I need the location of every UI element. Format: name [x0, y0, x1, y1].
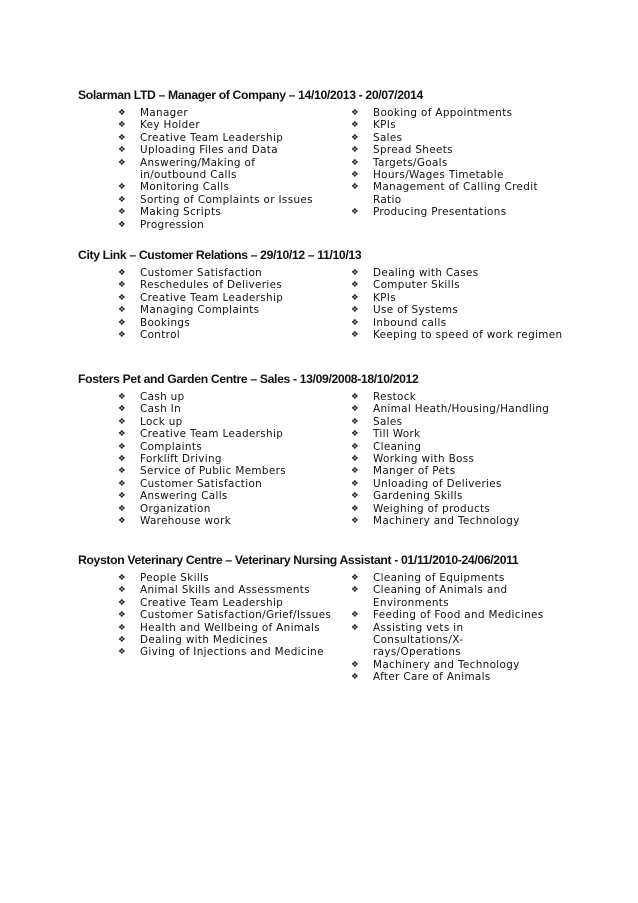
skill-text: Answering Calls: [140, 490, 228, 503]
skills-list-left: [118, 572, 332, 659]
skill-text: Assisting vets in Consultations/X-rays/Operations: [373, 621, 464, 659]
diamond-bullet-icon: ❖: [351, 292, 359, 303]
diamond-bullet-icon: ❖: [351, 622, 359, 633]
diamond-bullet-icon: ❖: [118, 429, 126, 440]
skill-text: Progression: [140, 218, 205, 231]
skill-text: Use of Systems: [373, 304, 459, 317]
skill-text: Control: [140, 329, 181, 342]
diamond-bullet-icon: ❖: [118, 219, 126, 230]
skill-list-item: [118, 279, 328, 291]
skill-text: Manager: [140, 107, 188, 119]
skill-text: Service of Public Members: [140, 465, 286, 478]
skill-list-item: [351, 317, 551, 329]
skill-text: KPIs: [373, 291, 396, 304]
diamond-bullet-icon: ❖: [351, 466, 359, 477]
skill-text: Creative Team Leadership: [140, 428, 284, 441]
skill-list-item: [351, 403, 551, 415]
diamond-bullet-icon: ❖: [118, 145, 126, 156]
diamond-bullet-icon: ❖: [118, 317, 126, 328]
skill-list-item: [118, 206, 328, 218]
skill-text: Restock: [373, 391, 417, 403]
skill-list-item: [351, 267, 551, 279]
skill-text: Customer Satisfaction: [140, 267, 263, 279]
diamond-bullet-icon: ❖: [351, 659, 359, 670]
skill-list-item: [351, 453, 551, 465]
skill-list-item: [118, 304, 328, 316]
skill-list-item: [351, 206, 551, 218]
skill-list-item: [351, 671, 551, 683]
skill-text: Making Scripts: [140, 206, 222, 219]
skill-list-item: [351, 329, 563, 342]
skills-list-right: [351, 107, 551, 219]
skill-text: Sales: [373, 415, 403, 428]
diamond-bullet-icon: ❖: [118, 157, 126, 168]
diamond-bullet-icon: ❖: [351, 573, 359, 583]
skill-list-item: [118, 490, 328, 502]
skill-text: Customer Satisfaction/Grief/Issues: [140, 609, 332, 622]
skill-text: Customer Satisfaction: [140, 477, 263, 490]
skill-text: Machinery and Technology: [373, 515, 520, 528]
diamond-bullet-icon: ❖: [351, 182, 359, 193]
diamond-bullet-icon: ❖: [351, 392, 359, 402]
skill-text: Health and Wellbeing of Animals: [140, 621, 321, 634]
diamond-bullet-icon: ❖: [118, 441, 126, 452]
skill-list-item: [351, 132, 551, 144]
skill-text: Sorting of Complaints or Issues: [140, 193, 313, 206]
skill-list-item: [118, 646, 328, 658]
diamond-bullet-icon: ❖: [118, 516, 126, 527]
skill-list-item: [351, 622, 543, 659]
skill-text: KPIs: [373, 119, 396, 132]
diamond-bullet-icon: ❖: [351, 330, 359, 341]
skill-text: Management of Calling Credit Ratio: [373, 181, 538, 206]
skill-text: Weighing of products: [373, 502, 491, 515]
diamond-bullet-icon: ❖: [351, 610, 359, 621]
skill-list-item: [118, 465, 328, 477]
diamond-bullet-icon: ❖: [118, 330, 126, 341]
skill-text: Dealing with Cases: [373, 267, 479, 279]
skill-text: Uploading Files and Data: [140, 144, 278, 157]
diamond-bullet-icon: ❖: [118, 305, 126, 316]
skill-text: Animal Heath/Housing/Handling: [373, 403, 550, 416]
job-section: [78, 88, 578, 231]
diamond-bullet-icon: ❖: [118, 635, 126, 646]
skill-list-item: [351, 279, 551, 291]
skill-list-item: [118, 428, 328, 440]
skill-text: Complaints: [140, 440, 203, 453]
skill-list-item: [351, 292, 551, 304]
diamond-bullet-icon: ❖: [118, 120, 126, 131]
skill-list-item: [118, 453, 328, 465]
skill-text: People Skills: [140, 572, 210, 584]
skill-list-item: [118, 609, 332, 622]
skill-text: Gardening Skills: [373, 490, 463, 503]
skill-text: Producing Presentations: [373, 206, 507, 219]
skill-list-item: [118, 441, 328, 453]
skill-list-item: [118, 478, 328, 490]
skill-list-item: [118, 416, 328, 428]
diamond-bullet-icon: ❖: [118, 132, 126, 143]
skill-list-item: [118, 317, 328, 329]
diamond-bullet-icon: ❖: [118, 268, 126, 278]
skills-list-right: [351, 391, 551, 527]
skill-text: Creative Team Leadership: [140, 596, 284, 609]
skill-text: Lock up: [140, 415, 183, 428]
skill-text: Answering/Making of in/outbound Calls: [140, 156, 256, 182]
diamond-bullet-icon: ❖: [351, 441, 359, 452]
diamond-bullet-icon: ❖: [118, 280, 126, 291]
skill-list-item: [351, 441, 551, 453]
skill-text: Monitoring Calls: [140, 181, 230, 194]
diamond-bullet-icon: ❖: [351, 416, 359, 427]
diamond-bullet-icon: ❖: [351, 585, 359, 596]
skill-list-item: [118, 329, 328, 341]
diamond-bullet-icon: ❖: [351, 207, 359, 218]
skill-text: Cleaning of Equipments: [373, 572, 505, 584]
diamond-bullet-icon: ❖: [351, 429, 359, 440]
job-section: [78, 372, 578, 528]
diamond-bullet-icon: ❖: [351, 672, 359, 683]
diamond-bullet-icon: ❖: [351, 305, 359, 316]
skill-text: Spread Sheets: [373, 144, 453, 157]
skill-text: Cleaning: [373, 440, 422, 453]
diamond-bullet-icon: ❖: [118, 454, 126, 465]
job-section: [78, 248, 578, 342]
diamond-bullet-icon: ❖: [118, 194, 126, 205]
job-title: Solarman LTD – Manager of Company – 14/10/2013 - 20/07/2014: [78, 88, 423, 102]
skill-list-item: [118, 597, 328, 609]
skill-text: Targets/Goals: [373, 156, 448, 169]
skill-list-item: [351, 478, 551, 490]
diamond-bullet-icon: ❖: [118, 597, 126, 608]
skill-text: Forklift Driving: [140, 453, 222, 466]
diamond-bullet-icon: ❖: [351, 404, 359, 415]
skill-list-item: [118, 157, 325, 182]
skill-text: Computer Skills: [373, 279, 460, 292]
skill-list-item: [118, 503, 328, 515]
skill-list-item: [351, 584, 518, 609]
skill-list-item: [351, 428, 551, 440]
job-title: Fosters Pet and Garden Centre – Sales - 13/09/2008-18/10/2012: [78, 372, 419, 386]
diamond-bullet-icon: ❖: [118, 478, 126, 489]
skill-list-item: [351, 490, 551, 502]
skill-text: Animal Skills and Assessments: [140, 584, 310, 597]
skill-list-item: [118, 194, 328, 206]
diamond-bullet-icon: ❖: [351, 280, 359, 291]
skill-text: Cash In: [140, 403, 182, 416]
skill-text: Till Work: [373, 428, 421, 441]
skill-list-item: [351, 107, 551, 119]
skill-text: Keeping to speed of work regimen: [373, 329, 563, 342]
skill-text: Key Holder: [140, 119, 200, 132]
diamond-bullet-icon: ❖: [351, 157, 359, 168]
skill-list-item: [118, 144, 328, 156]
skill-list-item: [351, 391, 551, 403]
diamond-bullet-icon: ❖: [351, 317, 359, 328]
skill-list-item: [118, 584, 328, 596]
diamond-bullet-icon: ❖: [118, 108, 126, 118]
diamond-bullet-icon: ❖: [118, 610, 126, 621]
diamond-bullet-icon: ❖: [351, 170, 359, 181]
skill-list-item: [351, 304, 551, 316]
skill-list-item: [351, 169, 551, 181]
skill-text: Creative Team Leadership: [140, 291, 284, 304]
skill-text: Inbound calls: [373, 316, 447, 329]
diamond-bullet-icon: ❖: [118, 292, 126, 303]
skill-text: Feeding of Food and Medicines: [373, 609, 544, 622]
diamond-bullet-icon: ❖: [118, 503, 126, 514]
job-title: City Link – Customer Relations – 29/10/12 – 11/10/13: [78, 248, 362, 262]
skill-text: Unloading of Deliveries: [373, 477, 502, 490]
skill-text: Cleaning of Animals and Environments: [373, 584, 508, 609]
skill-list-item: [118, 219, 328, 231]
diamond-bullet-icon: ❖: [351, 120, 359, 131]
skill-list-item: [118, 267, 328, 279]
skill-list-item: [118, 292, 328, 304]
skill-text: Manger of Pets: [373, 465, 456, 478]
skill-list-item: [118, 572, 328, 584]
skill-list-item: [351, 572, 551, 584]
diamond-bullet-icon: ❖: [118, 573, 126, 583]
skill-list-item: [118, 391, 328, 403]
skill-list-item: [118, 132, 328, 144]
diamond-bullet-icon: ❖: [118, 622, 126, 633]
diamond-bullet-icon: ❖: [118, 416, 126, 427]
diamond-bullet-icon: ❖: [118, 207, 126, 218]
diamond-bullet-icon: ❖: [351, 454, 359, 465]
diamond-bullet-icon: ❖: [118, 182, 126, 193]
skill-list-item: [118, 119, 328, 131]
skill-text: Bookings: [140, 316, 191, 329]
diamond-bullet-icon: ❖: [351, 268, 359, 278]
skill-list-item: [351, 181, 538, 206]
skill-text: Dealing with Medicines: [140, 634, 268, 647]
skill-text: Reschedules of Deliveries: [140, 279, 283, 292]
diamond-bullet-icon: ❖: [351, 516, 359, 527]
skill-text: Cash up: [140, 391, 185, 403]
skill-text: Creative Team Leadership: [140, 131, 284, 144]
skill-list-item: [118, 181, 328, 193]
skills-list-left: [118, 391, 328, 527]
skill-list-item: [351, 157, 551, 169]
skill-list-item: [118, 622, 328, 634]
skill-list-item: [118, 107, 328, 119]
diamond-bullet-icon: ❖: [118, 585, 126, 596]
skill-text: Giving of Injections and Medicine: [140, 646, 324, 659]
diamond-bullet-icon: ❖: [118, 466, 126, 477]
diamond-bullet-icon: ❖: [351, 145, 359, 156]
skill-list-item: [351, 609, 551, 621]
job-section: [78, 553, 578, 684]
skill-text: Managing Complaints: [140, 304, 260, 317]
skills-list-right: [351, 267, 563, 342]
skill-text: Working with Boss: [373, 453, 475, 466]
job-title: Royston Veterinary Centre – Veterinary Nursing Assistant - 01/11/2010-24/06/2011: [78, 553, 519, 567]
diamond-bullet-icon: ❖: [118, 392, 126, 402]
skill-text: Organization: [140, 502, 211, 515]
diamond-bullet-icon: ❖: [118, 491, 126, 502]
skill-list-item: [351, 515, 551, 527]
diamond-bullet-icon: ❖: [351, 491, 359, 502]
skill-text: Machinery and Technology: [373, 658, 520, 671]
skill-list-item: [118, 515, 328, 527]
skill-text: After Care of Animals: [373, 671, 491, 684]
skill-list-item: [351, 465, 551, 477]
diamond-bullet-icon: ❖: [118, 404, 126, 415]
skill-text: Sales: [373, 131, 403, 144]
skill-list-item: [351, 503, 551, 515]
skills-list-right: [351, 572, 551, 684]
diamond-bullet-icon: ❖: [118, 647, 126, 658]
skill-list-item: [351, 416, 551, 428]
skill-list-item: [118, 403, 328, 415]
skill-list-item: [351, 119, 551, 131]
skill-list-item: [351, 659, 551, 671]
diamond-bullet-icon: ❖: [351, 503, 359, 514]
skill-text: Booking of Appointments: [373, 107, 513, 119]
skill-text: Warehouse work: [140, 515, 232, 528]
skill-list-item: [118, 634, 328, 646]
diamond-bullet-icon: ❖: [351, 108, 359, 118]
diamond-bullet-icon: ❖: [351, 478, 359, 489]
skills-list-left: [118, 267, 328, 341]
skills-list-left: [118, 107, 328, 231]
skill-list-item: [351, 144, 551, 156]
skill-text: Hours/Wages Timetable: [373, 169, 504, 182]
diamond-bullet-icon: ❖: [351, 132, 359, 143]
